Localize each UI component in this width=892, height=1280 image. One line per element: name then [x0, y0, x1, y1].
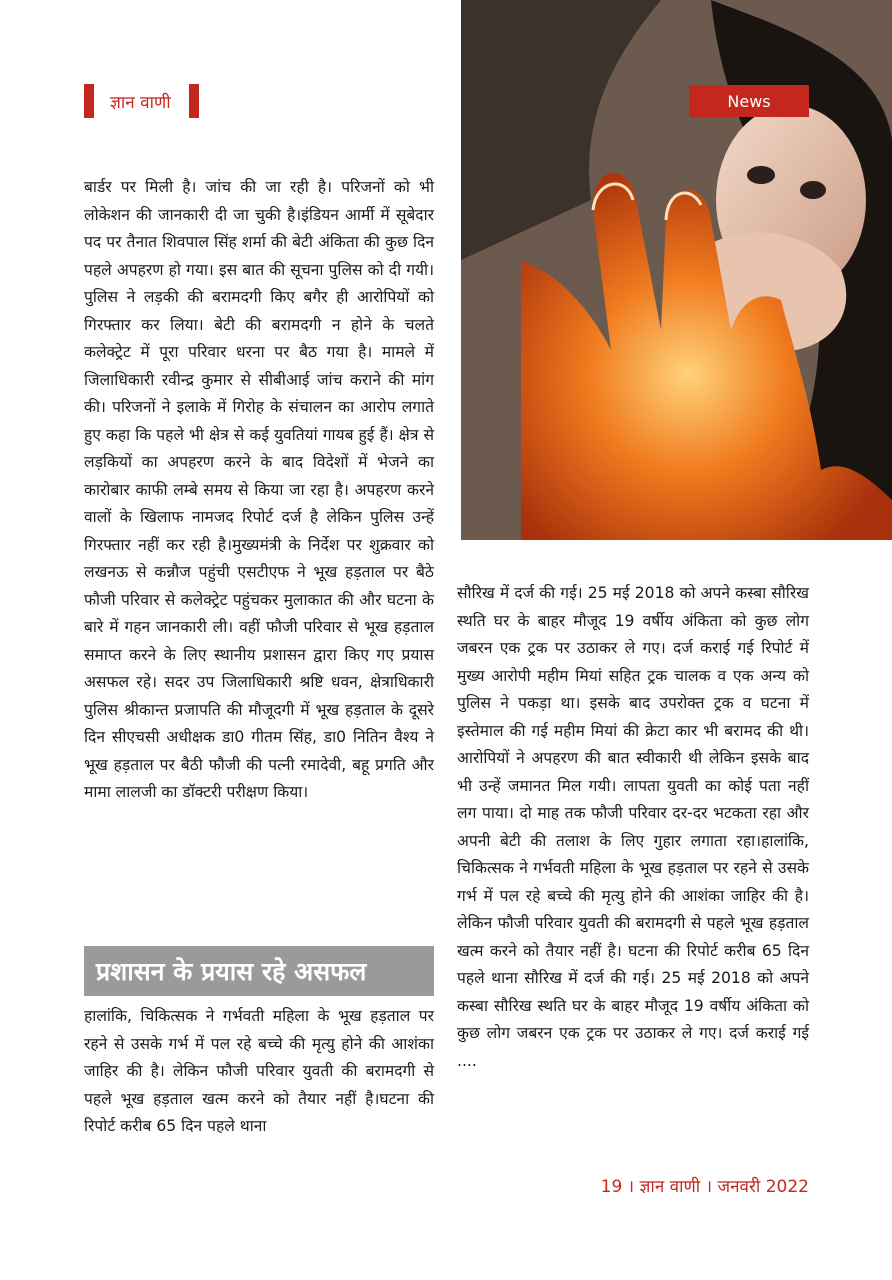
- article-column-left-bottom: [84, 1003, 434, 1141]
- magazine-title: ज्ञान वाणी: [110, 92, 171, 113]
- news-tag: News: [689, 85, 809, 117]
- article-photo: [461, 0, 892, 540]
- article-column-right: [457, 580, 809, 1075]
- page-footer: 19 । ज्ञान वाणी । जनवरी 2022: [600, 1177, 809, 1197]
- header-left-bar: [84, 84, 94, 118]
- article-paragraph: हालांकि, चिकित्सक ने गर्भवती महिला के भूख हड़ताल पर रहने से उसके गर्भ में पल रहे बच्चे की मृत्यु होने की आशंका जाहिर की है। लेकिन फौजी परिवार युवती की बरामदगी से पहले भूख हड़ताल खत्म करने को तैयार नहीं है।घटना की रिपोर्ट करीब 65 दिन पहले थाना: [84, 1007, 434, 1135]
- article-paragraph: बार्डर पर मिली है। जांच की जा रही है। परिजनों को भी लोकेशन की जानकारी दी जा चुकी है।इंडियन आर्मी में सूबेदार पद पर तैनात शिवपाल सिंह शर्मा की बेटी अंकिता की कुछ दिन पहले अपहरण हो गया। इस बात की सूचना पुलिस को दी गयी। पुलिस ने लड़की की बरामदगी किए बगैर ही आरोपियों को गिरफ्तार कर लिया। बेटी की बरामदगी न होने के चलते कलेक्ट्रेट में पूरा परिवार धरना पर बैठ गया है। मामले में जिलाधिकारी रवीन्द्र कुमार से सीबीआई जांच कराने की मांग की। परिजनों ने इलाके में गिरोह के संचालन का आरोप लगाते हुए कहा कि पहले भी क्षेत्र से कई युवतियां गायब हुई हैं। क्षेत्र से लड़कियों का अपहरण करने के बाद विदेशों में भेजने का कारोबार काफी लम्बे समय से किया जा रहा है। अपहरण करने वालों के खिलाफ नामजद रिपोर्ट दर्ज है लेकिन पुलिस उन्हें गिरफ्तार नहीं कर रही है।मुख्यमंत्री के निर्देश पर शुक्रवार को लखनऊ से कन्नौज पहुंची एसटीएफ ने भूख हड़ताल पर बैठे फौजी परिवार से कलेक्ट्रेट पहुंचकर मुलाकात की और घटना के बारे में गहन जानकारी ली। वहीं फौजी परिवार से भूख हड़ताल समाप्त करने के लिए स्थानीय प्रशासन द्वारा किए गए प्रयास असफल रहे। सदर उप जिलाधिकारी श्रष्टि धवन, क्षेत्राधिकारी पुलिस श्रीकान्त प्रजापति की मौजूदगी में भूख हड़ताल के दूसरे दिन सीएचसी अधीक्षक डा0 गीतम सिंह, डा0 नितिन वैश्य ने भूख हड़ताल पर बैठी फौजी की पत्नी रमादेवी, बहू प्रगति और मामा लालजी का डॉक्टरी परीक्षण किया।: [84, 178, 434, 801]
- header-right-bar: [189, 84, 199, 118]
- article-paragraph: सौरिख में दर्ज की गई। 25 मई 2018 को अपने कस्बा सौरिख स्थति घर के बाहर मौजूद 19 वर्षीय अंकिता को कुछ लोग जबरन एक ट्रक पर उठाकर ले गए। दर्ज कराई गई रिपोर्ट में मुख्य आरोपी महीम मियां सहित ट्रक चालक व एक अन्य को पुलिस ने पकड़ा था। इसके बाद उपरोक्त ट्रक व घटना में इस्तेमाल की गई महीम मियां की क्रेटा कार भी बरामद की थी।आरोपियों ने अपहरण की बात स्वीकारी थी लेकिन इसके बाद भी उन्हें जमानत मिल गयी। लापता युवती का कोई पता नहीं लग पाया। दो माह तक फौजी परिवार दर-दर भटकता रहा और अपनी बेटी की तलाश के लिए गुहार लगाता रहा।हालांकि, चिकित्सक ने गर्भवती महिला के भूख हड़ताल पर रहने से उसके गर्भ में पल रहे बच्चे की मृत्यु होने की आशंका जाहिर की है। लेकिन फौजी परिवार युवती की बरामदगी से पहले भूख हड़ताल खत्म करने को तैयार नहीं है। घटना की रिपोर्ट करीब 65 दिन पहले थाना सौरिख में दर्ज की गई। 25 मई 2018 को अपने कस्बा सौरिख स्थति घर के बाहर मौजूद 19 वर्षीय अंकिता को कुछ लोग जबरन एक ट्रक पर उठाकर ले गए। दर्ज कराई गई ....: [457, 584, 809, 1070]
- article-column-left-top: [84, 174, 434, 807]
- section-subheading: प्रशासन के प्रयास रहे असफल: [84, 946, 434, 996]
- illustration-hand-icon: [461, 0, 892, 540]
- magazine-header: [84, 84, 199, 118]
